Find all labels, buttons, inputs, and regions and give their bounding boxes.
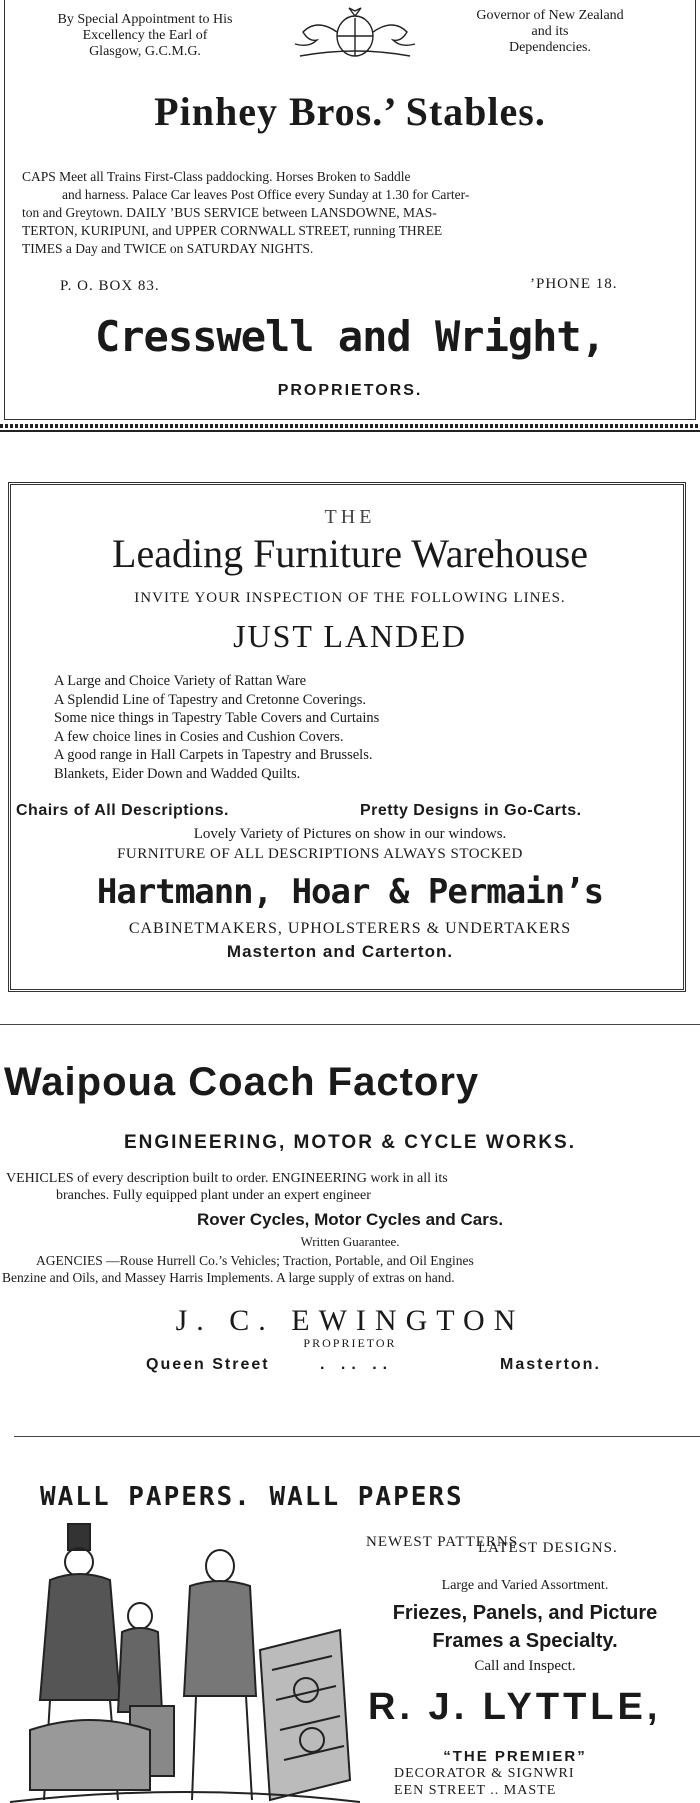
po-box: P. O. BOX 83. bbox=[60, 278, 160, 294]
the-label: THE bbox=[324, 506, 376, 528]
newest-patterns-text: NEWEST PATTERNS. bbox=[366, 1534, 523, 1550]
town-name: Masterton. bbox=[500, 1356, 601, 1373]
coach-body-line: branches. Fully equipped plant under an expert engineer bbox=[56, 1188, 371, 1203]
section-divider bbox=[0, 424, 700, 428]
assortment-line: Large and Varied Assortment. bbox=[441, 1578, 609, 1593]
coach-factory-title: Waipoua Coach Factory bbox=[4, 1060, 480, 1104]
premier-line: “THE PREMIER” bbox=[443, 1748, 587, 1765]
leader-dots: . .. .. bbox=[320, 1356, 394, 1373]
appointment-left-line: Excellency the Earl of bbox=[82, 28, 208, 43]
gocarts-line: Pretty Designs in Go-Carts. bbox=[360, 802, 582, 819]
stables-body-line: TERTON, KURIPUNI, and UPPER CORNWALL STREET, running THREE bbox=[22, 223, 443, 238]
stables-body bbox=[22, 168, 682, 258]
firm-name: Hartmann, Hoar & Permain’s bbox=[96, 872, 604, 912]
agencies-line: AGENCIES —Rouse Hurrell Co.’s Vehicles; Traction, Portable, and Oil Engines bbox=[36, 1253, 474, 1268]
section-divider bbox=[0, 430, 700, 432]
appointment-right-line: and its bbox=[531, 24, 569, 39]
latest-designs: LATEST DESIGNS. bbox=[478, 1540, 618, 1556]
section-divider bbox=[0, 1024, 700, 1025]
appointment-right-line: Governor of New Zealand bbox=[476, 8, 624, 23]
royal-coat-of-arms-icon bbox=[270, 2, 440, 60]
phone-number: ’PHONE 18. bbox=[530, 276, 618, 292]
furniture-items bbox=[54, 672, 674, 783]
furniture-item: A Splendid Line of Tapestry and Cretonne Coverings. bbox=[54, 691, 367, 708]
stables-body-line: TIMES a Day and TWICE on SATURDAY NIGHTS. bbox=[22, 241, 314, 256]
furniture-stocked: FURNITURE OF ALL DESCRIPTIONS ALWAYS STOCKED bbox=[117, 846, 523, 862]
proprietors-label: PROPRIETORS. bbox=[277, 382, 423, 399]
chairs-line: Chairs of All Descriptions. bbox=[16, 802, 229, 819]
section-divider bbox=[14, 1436, 700, 1437]
call-line: Call and Inspect. bbox=[474, 1658, 576, 1674]
lyttle-street-line: EEN STREET .. MASTE bbox=[394, 1783, 557, 1798]
street-name: Queen Street bbox=[146, 1356, 270, 1373]
lovely-line: Lovely Variety of Pictures on show in our windows. bbox=[193, 826, 507, 842]
proprietor-label: PROPRIETOR bbox=[303, 1336, 397, 1350]
stables-body-line: CAPS Meet all Trains First-Class paddocking. Horses Broken to Saddle bbox=[22, 169, 411, 184]
furniture-item: A Large and Choice Variety of Rattan Ware bbox=[54, 673, 307, 689]
wall-papers-heading: WALL PAPERS. WALL PAPERS bbox=[40, 1482, 464, 1512]
guarantee-line: Written Guarantee. bbox=[300, 1234, 400, 1249]
furniture-title: Leading Furniture Warehouse bbox=[112, 531, 588, 576]
appointment-right bbox=[440, 8, 660, 56]
just-landed: JUST LANDED bbox=[233, 618, 467, 654]
furniture-item: Blankets, Eider Down and Wadded Quilts. bbox=[54, 765, 301, 782]
stables-body-line: and harness. Palace Car leaves Post Office every Sunday at 1.30 for Carter- bbox=[62, 187, 470, 202]
agencies-line: Benzine and Oils, and Massey Harris Implements. A large supply of extras on hand. bbox=[2, 1270, 455, 1285]
appointment-left bbox=[30, 12, 260, 60]
stables-title: Pinhey Bros.’ Stables. bbox=[154, 89, 546, 134]
firm-locations: Masterton and Carterton. bbox=[226, 942, 454, 961]
decorator-line: DECORATOR & SIGNWRI bbox=[394, 1766, 575, 1781]
proprietor-name: J. C. EWINGTON bbox=[175, 1304, 525, 1337]
coach-body-line: VEHICLES of every description built to order. ENGINEERING work in all its bbox=[6, 1171, 448, 1186]
furniture-item: A few choice lines in Cosies and Cushion Covers. bbox=[54, 728, 344, 745]
friezes-line: Friezes, Panels, and Picture bbox=[392, 1602, 658, 1624]
invite-line: INVITE YOUR INSPECTION OF THE FOLLOWING LINES. bbox=[134, 590, 566, 606]
appointment-right-line: Dependencies. bbox=[508, 40, 592, 55]
shop-scene-illustration-icon bbox=[10, 1520, 360, 1803]
proprietors-name: Cresswell and Wright, bbox=[94, 312, 605, 361]
furniture-item: A good range in Hall Carpets in Tapestry and Brussels. bbox=[54, 747, 373, 763]
furniture-item: Some nice things in Tapestry Table Covers and Curtains bbox=[54, 710, 380, 726]
coach-factory-body bbox=[6, 1170, 696, 1204]
proprietor-lyttle: R. J. LYTTLE, bbox=[368, 1686, 662, 1728]
appointment-left-line: Glasgow, G.C.M.G. bbox=[89, 44, 201, 59]
appointment-left-line: By Special Appointment to His bbox=[57, 12, 233, 27]
frames-line: Frames a Specialty. bbox=[432, 1630, 618, 1652]
agencies bbox=[2, 1252, 698, 1286]
coach-factory-subtitle: ENGINEERING, MOTOR & CYCLE WORKS. bbox=[123, 1132, 576, 1153]
stables-body-line: ton and Greytown. DAILY ’BUS SERVICE between LANSDOWNE, MAS- bbox=[22, 205, 437, 220]
firm-trades: CABINETMAKERS, UPHOLSTERERS & UNDERTAKERS bbox=[128, 920, 572, 937]
rover-line: Rover Cycles, Motor Cycles and Cars. bbox=[196, 1210, 504, 1229]
